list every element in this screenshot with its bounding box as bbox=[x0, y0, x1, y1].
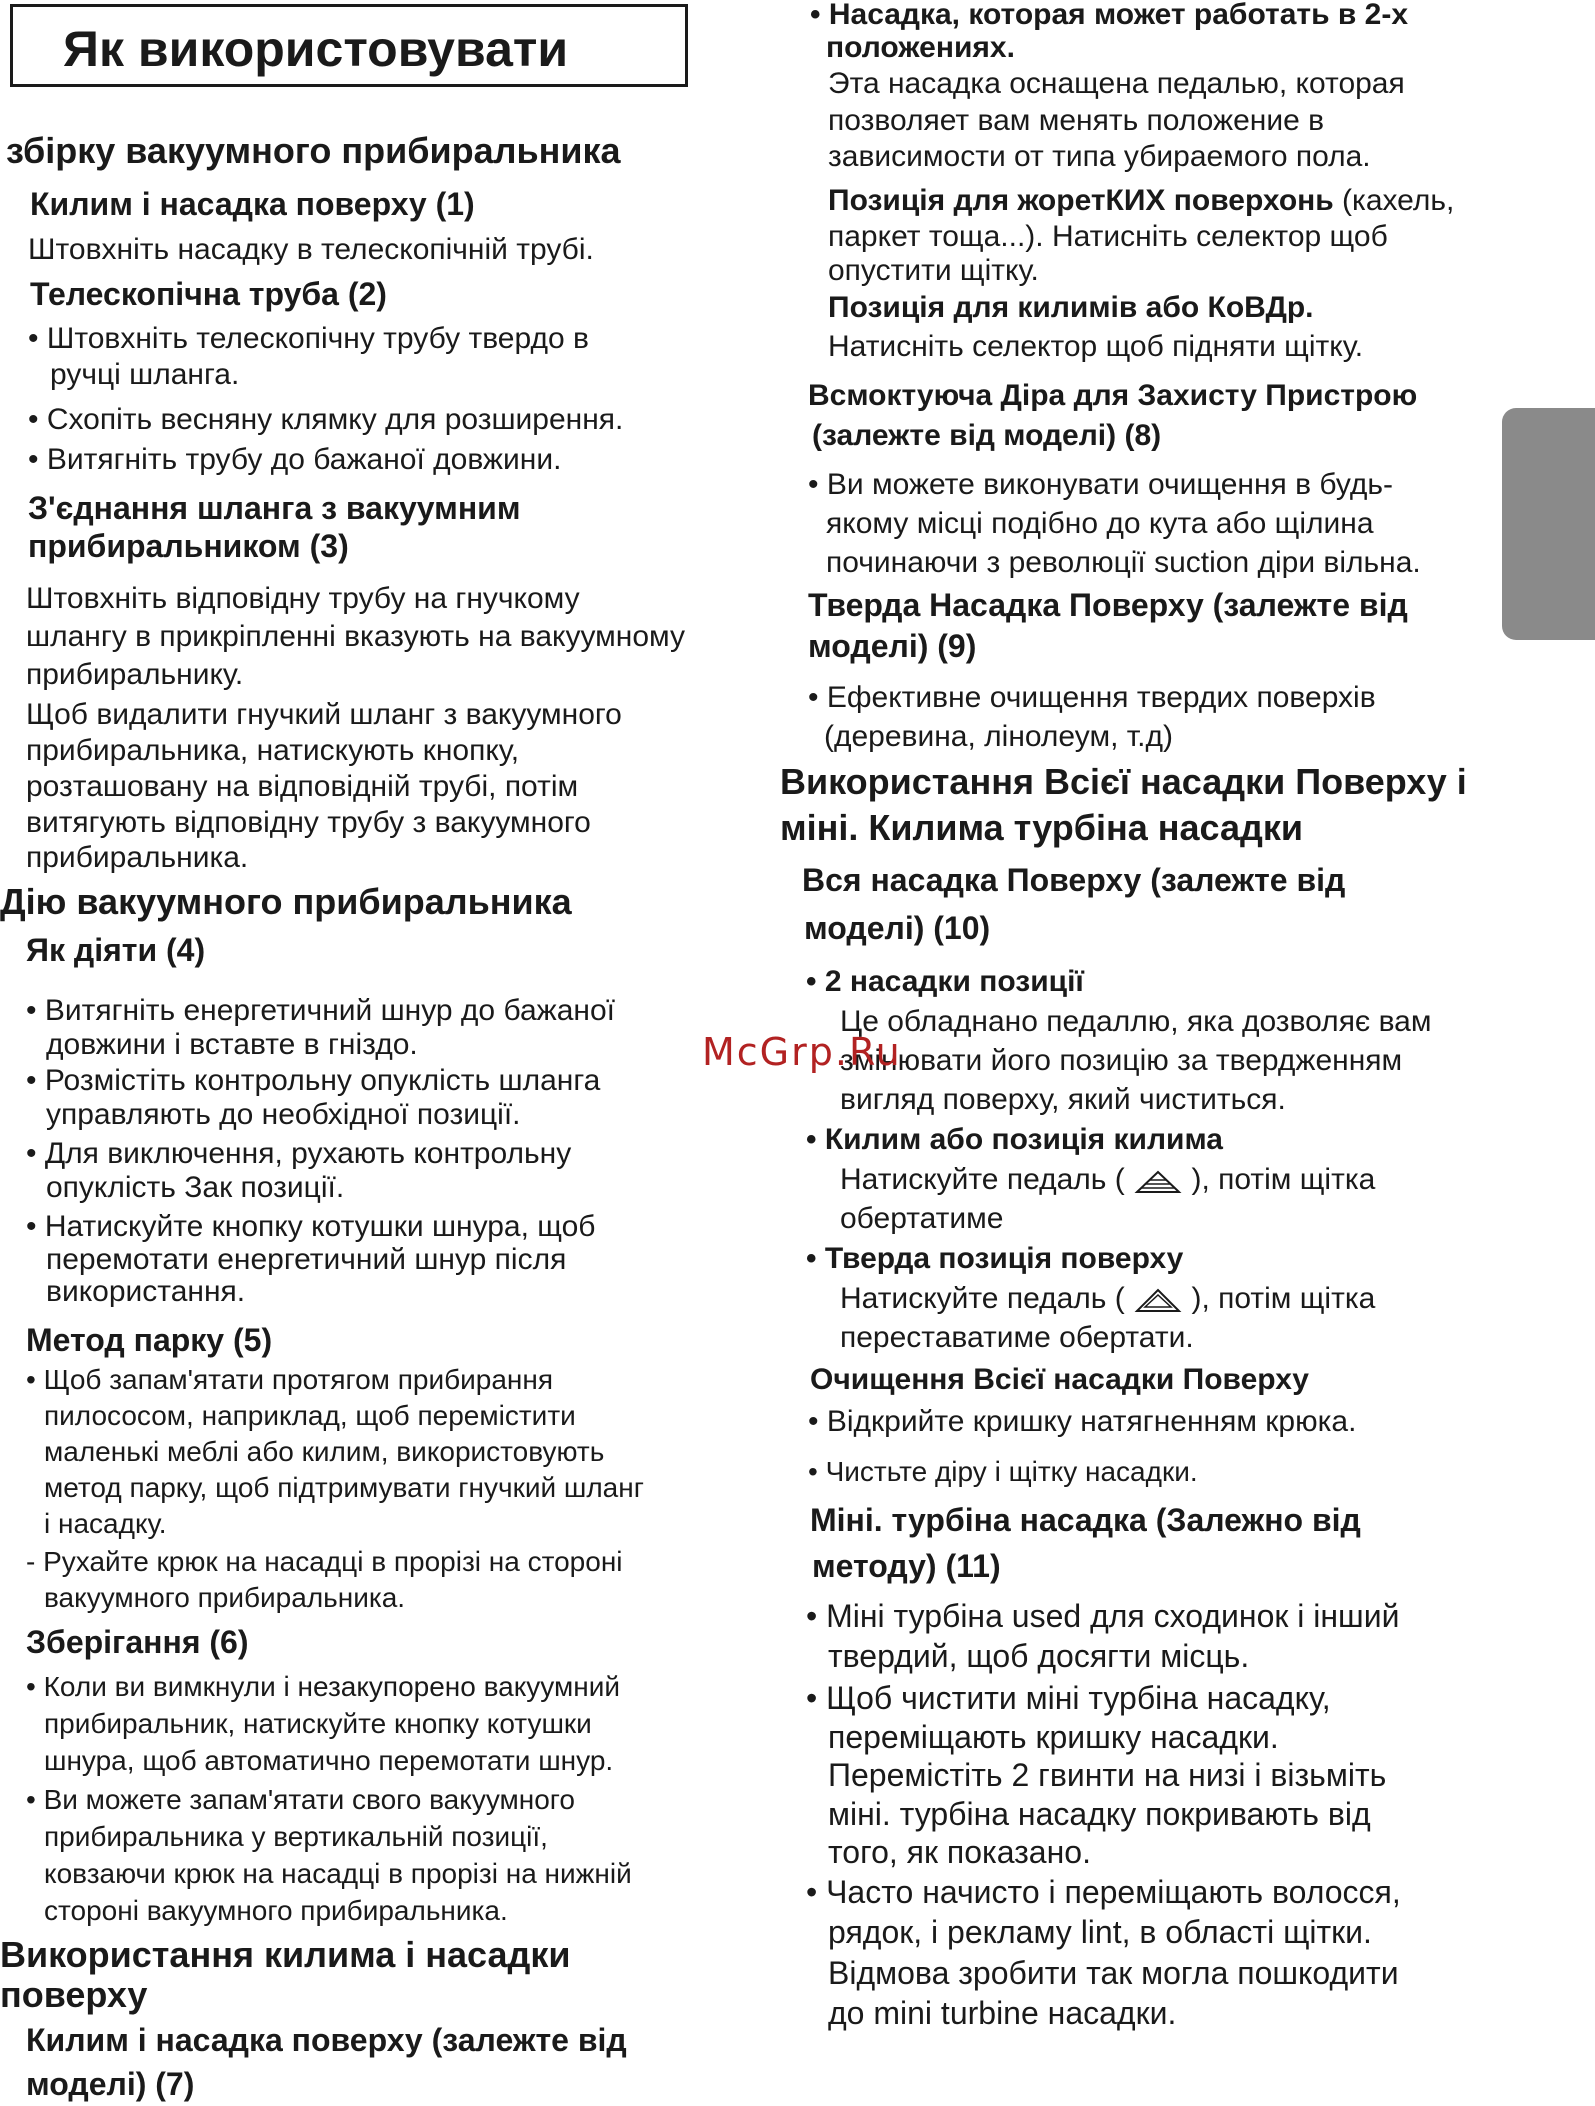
usage-heading: Використання килима і насадки bbox=[0, 1934, 571, 1975]
paragraph-line bbox=[828, 183, 1454, 219]
paragraph-line: опустити щітку. bbox=[828, 254, 1039, 287]
hard-floor-pedal-icon bbox=[1133, 1286, 1183, 1314]
section-2-title: Телескопічна труба (2) bbox=[30, 276, 387, 312]
list-item: положениях. bbox=[826, 31, 1015, 64]
list-item: маленькі меблі або килим, використовують bbox=[44, 1436, 605, 1467]
watermark: McGrp.Ru bbox=[702, 1030, 902, 1074]
list-item: • Натискуйте кнопку котушки шнура, щоб bbox=[26, 1210, 596, 1243]
list-item: до mini turbine насадки. bbox=[828, 1995, 1177, 2031]
paragraph-text: ), потім щітка bbox=[1191, 1163, 1376, 1196]
paragraph-line: розташовану на відповідній трубі, потім bbox=[26, 770, 579, 803]
section-7-title: Килим і насадка поверху (залежте від bbox=[26, 2022, 627, 2058]
whole-nozzle-heading: міні. Килима турбіна насадки bbox=[780, 807, 1303, 848]
list-item: • Килим або позиція килима bbox=[806, 1123, 1223, 1156]
list-item: пилососом, наприклад, щоб перемістити bbox=[44, 1400, 576, 1431]
list-item: • Щоб запам'ятати протягом прибирання bbox=[26, 1364, 553, 1395]
paragraph-line: Натисніть селектор щоб підняти щітку. bbox=[828, 330, 1364, 363]
list-item: • Тверда позиція поверху bbox=[806, 1242, 1184, 1275]
list-item: Відмова зробити так могла пошкодити bbox=[828, 1955, 1399, 1991]
list-item: починаючи з революції suction діри вільна. bbox=[826, 546, 1421, 579]
paragraph-line: Эта насадка оснащена педалью, которая bbox=[828, 67, 1405, 100]
list-item: прибиральника у вертикальній позиції, bbox=[44, 1821, 548, 1852]
carpet-pedal-icon bbox=[1133, 1167, 1183, 1195]
list-item: • Схопіть весняну клямку для розширення. bbox=[28, 403, 624, 436]
section-4-title: Як діяти (4) bbox=[26, 932, 206, 968]
paragraph-line: прибиральника. bbox=[26, 841, 249, 874]
section-3-title: З'єднання шланга з вакуумним bbox=[28, 490, 521, 526]
paragraph-line: Це обладнано педаллю, яка дозволяє вам bbox=[840, 1005, 1432, 1038]
list-item: • Витягніть трубу до бажаної довжини. bbox=[28, 443, 562, 476]
list-item: • Чистьте діру і щітку насадки. bbox=[808, 1456, 1198, 1487]
list-item: управляють до необхідної позиції. bbox=[46, 1098, 521, 1131]
section-6-title: Зберігання (6) bbox=[26, 1624, 249, 1660]
operation-heading: Дію вакуумного прибиральника bbox=[0, 881, 572, 922]
cleaning-title: Очищення Всієї насадки Поверху bbox=[810, 1363, 1309, 1396]
list-item: міні. турбіна насадку покривають від bbox=[828, 1796, 1371, 1832]
list-item: ручці шланга. bbox=[50, 358, 240, 391]
list-item: якому місці подібно до кута або щілина bbox=[826, 507, 1374, 540]
list-item: ковзаючи крюк на насадці в прорізі на нижній bbox=[44, 1858, 632, 1889]
section-10-title: моделі) (10) bbox=[804, 910, 991, 946]
list-item: • Насадка, которая может работать в 2-х bbox=[810, 0, 1409, 31]
list-item: • Для виключення, рухають контрольну bbox=[26, 1137, 572, 1170]
paragraph-text: (кахель, bbox=[1333, 184, 1455, 217]
section-1-text: Штовхніть насадку в телескопічній трубі. bbox=[28, 233, 594, 266]
paragraph-line: Штовхніть відповідну трубу на гнучкому bbox=[26, 582, 580, 615]
list-item: вакуумного прибиральника. bbox=[44, 1582, 406, 1613]
list-item: • Витягніть енергетичний шнур до бажаної bbox=[26, 994, 615, 1027]
list-item: • Розмістіть контрольну опуклість шланга bbox=[26, 1064, 601, 1097]
paragraph-line: шлангу в прикріпленні вказують на вакуумному bbox=[26, 620, 685, 653]
section-7-title: моделі) (7) bbox=[26, 2066, 195, 2102]
list-item: (деревина, лінолеум, т.д) bbox=[824, 720, 1173, 753]
list-item: • Відкрийте кришку натягненням крюка. bbox=[808, 1405, 1357, 1438]
list-item: шнура, щоб автоматично перемотати шнур. bbox=[44, 1745, 614, 1776]
paragraph-line: витягують відповідну трубу з вакуумного bbox=[26, 806, 591, 839]
list-item: • Штовхніть телескопічну трубу твердо в bbox=[28, 322, 589, 355]
list-item: • Міні турбіна used для сходинок і інший bbox=[806, 1598, 1400, 1634]
section-8-title: (залежте від моделі) (8) bbox=[812, 419, 1162, 452]
carpet-position-label: Позиція для килимів або КоВДр. bbox=[828, 291, 1314, 324]
paragraph-line: прибиральнику. bbox=[26, 658, 244, 691]
paragraph-text: ), потім щітка bbox=[1191, 1282, 1376, 1315]
list-item: використання. bbox=[46, 1275, 246, 1308]
section-10-title: Вся насадка Поверху (залежте від bbox=[802, 862, 1346, 898]
hard-surface-position-label: Позиція для жоретКИХ поверхонь bbox=[828, 184, 1334, 217]
page-title-box bbox=[10, 4, 688, 87]
list-item: того, як показано. bbox=[828, 1834, 1091, 1870]
section-9-title: моделі) (9) bbox=[808, 628, 977, 664]
section-tab bbox=[1502, 408, 1595, 640]
paragraph-line: переставатиме обертати. bbox=[840, 1321, 1194, 1354]
paragraph-line: Щоб видалити гнучкий шланг з вакуумного bbox=[26, 698, 622, 731]
section-9-title: Тверда Насадка Поверху (залежте від bbox=[808, 587, 1408, 623]
list-item: і насадку. bbox=[44, 1508, 167, 1539]
paragraph-line: обертатиме bbox=[840, 1202, 1004, 1235]
paragraph-line bbox=[840, 1281, 1375, 1317]
list-item: • Ефективне очищення твердих поверхів bbox=[808, 681, 1376, 714]
paragraph-line: паркет тоща...). Натисніть селектор щоб bbox=[828, 220, 1388, 253]
list-item: • 2 насадки позиції bbox=[806, 965, 1084, 998]
list-item: опуклість Зак позиції. bbox=[46, 1171, 345, 1204]
paragraph-line: змінювати його позицію за твердженням bbox=[840, 1044, 1403, 1077]
list-item: прибиральник, натискуйте кнопку котушки bbox=[44, 1708, 592, 1739]
list-item: • Коли ви вимкнули і незакупорено вакуумний bbox=[26, 1671, 620, 1702]
section-11-title: Міні. турбіна насадка (Залежно від bbox=[810, 1502, 1361, 1538]
paragraph-line: прибиральника, натискують кнопку, bbox=[26, 734, 520, 767]
list-item: твердий, щоб досягти місць. bbox=[828, 1638, 1250, 1674]
list-item: перемотати енергетичний шнур після bbox=[46, 1243, 567, 1276]
list-item: переміщають кришку насадки. bbox=[828, 1719, 1279, 1755]
list-item: • Ви можете запам'ятати свого вакуумного bbox=[26, 1784, 575, 1815]
section-5-title: Метод парку (5) bbox=[26, 1322, 273, 1358]
paragraph-line: вигляд поверху, який чиститься. bbox=[840, 1083, 1286, 1116]
list-item: Перемістіть 2 гвинти на низі і візьміть bbox=[828, 1757, 1387, 1793]
section-3-title: прибиральником (3) bbox=[28, 528, 349, 564]
section-8-title: Всмоктуюча Діра для Захисту Пристрою bbox=[808, 379, 1418, 412]
assembly-heading: збірку вакуумного прибиральника bbox=[6, 130, 621, 171]
list-item: - Рухайте крюк на насадці в прорізі на стороні bbox=[26, 1546, 623, 1577]
section-11-title: методу) (11) bbox=[812, 1548, 1001, 1584]
paragraph-text: Натискуйте педаль ( bbox=[840, 1163, 1125, 1196]
paragraph-line bbox=[840, 1162, 1375, 1198]
list-item: довжини і вставте в гніздо. bbox=[46, 1028, 418, 1061]
list-item: • Часто начисто і переміщають волосся, bbox=[806, 1874, 1401, 1910]
paragraph-text: Натискуйте педаль ( bbox=[840, 1282, 1125, 1315]
paragraph-line: зависимости от типа убираемого пола. bbox=[828, 140, 1371, 173]
list-item: стороні вакуумного прибиральника. bbox=[44, 1895, 508, 1926]
paragraph-line: позволяет вам менять положение в bbox=[828, 104, 1325, 137]
whole-nozzle-heading: Використання Всієї насадки Поверху і bbox=[780, 761, 1467, 802]
list-item: рядок, і рекламу lint, в області щітки. bbox=[828, 1914, 1372, 1950]
list-item: метод парку, щоб підтримувати гнучкий шланг bbox=[44, 1472, 644, 1503]
usage-heading: поверху bbox=[0, 1974, 148, 2015]
list-item: • Ви можете виконувати очищення в будь- bbox=[808, 468, 1394, 501]
section-1-title: Килим і насадка поверху (1) bbox=[30, 186, 475, 222]
list-item: • Щоб чистити міні турбіна насадку, bbox=[806, 1680, 1331, 1716]
page-title: Як використовувати bbox=[63, 21, 569, 77]
